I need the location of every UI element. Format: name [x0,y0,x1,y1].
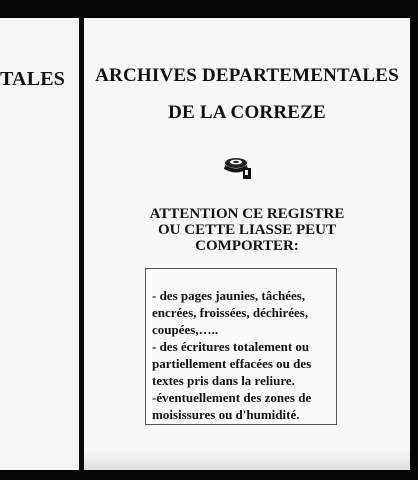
attention-line: OU CETTE LIASSE PEUT [158,222,336,238]
warning-line: -éventuellement des zones de [152,390,312,405]
left-page-title-fragment: TALES [0,68,66,90]
warning-line: moisissures ou d'humidité. [152,407,300,422]
warning-line: partiellement effacées ou des [152,356,312,371]
left-page-sheet [0,18,79,470]
warning-item [152,287,311,338]
attention-line: ATTENTION CE REGISTRE [149,206,345,222]
warning-line: textes pris dans la reliure. [152,373,295,388]
archive-title: ARCHIVES DEPARTEMENTALES [95,65,399,86]
warning-line: - des pages jaunies, tâchées, [152,288,306,303]
warning-list [152,287,311,423]
attention-notice [84,206,410,254]
warning-line: encrées, froissées, déchirées, [152,305,309,320]
attention-line: COMPORTER: [195,238,299,254]
archive-subtitle: DE LA CORREZE [168,102,326,123]
warning-item [152,389,311,423]
archive-stamp-icon [221,156,255,182]
warning-item [152,338,311,389]
warning-box [145,268,337,425]
warning-line: - des écritures totalement ou [152,339,310,354]
warning-line: coupées,….. [152,322,219,337]
document-page [84,18,410,470]
